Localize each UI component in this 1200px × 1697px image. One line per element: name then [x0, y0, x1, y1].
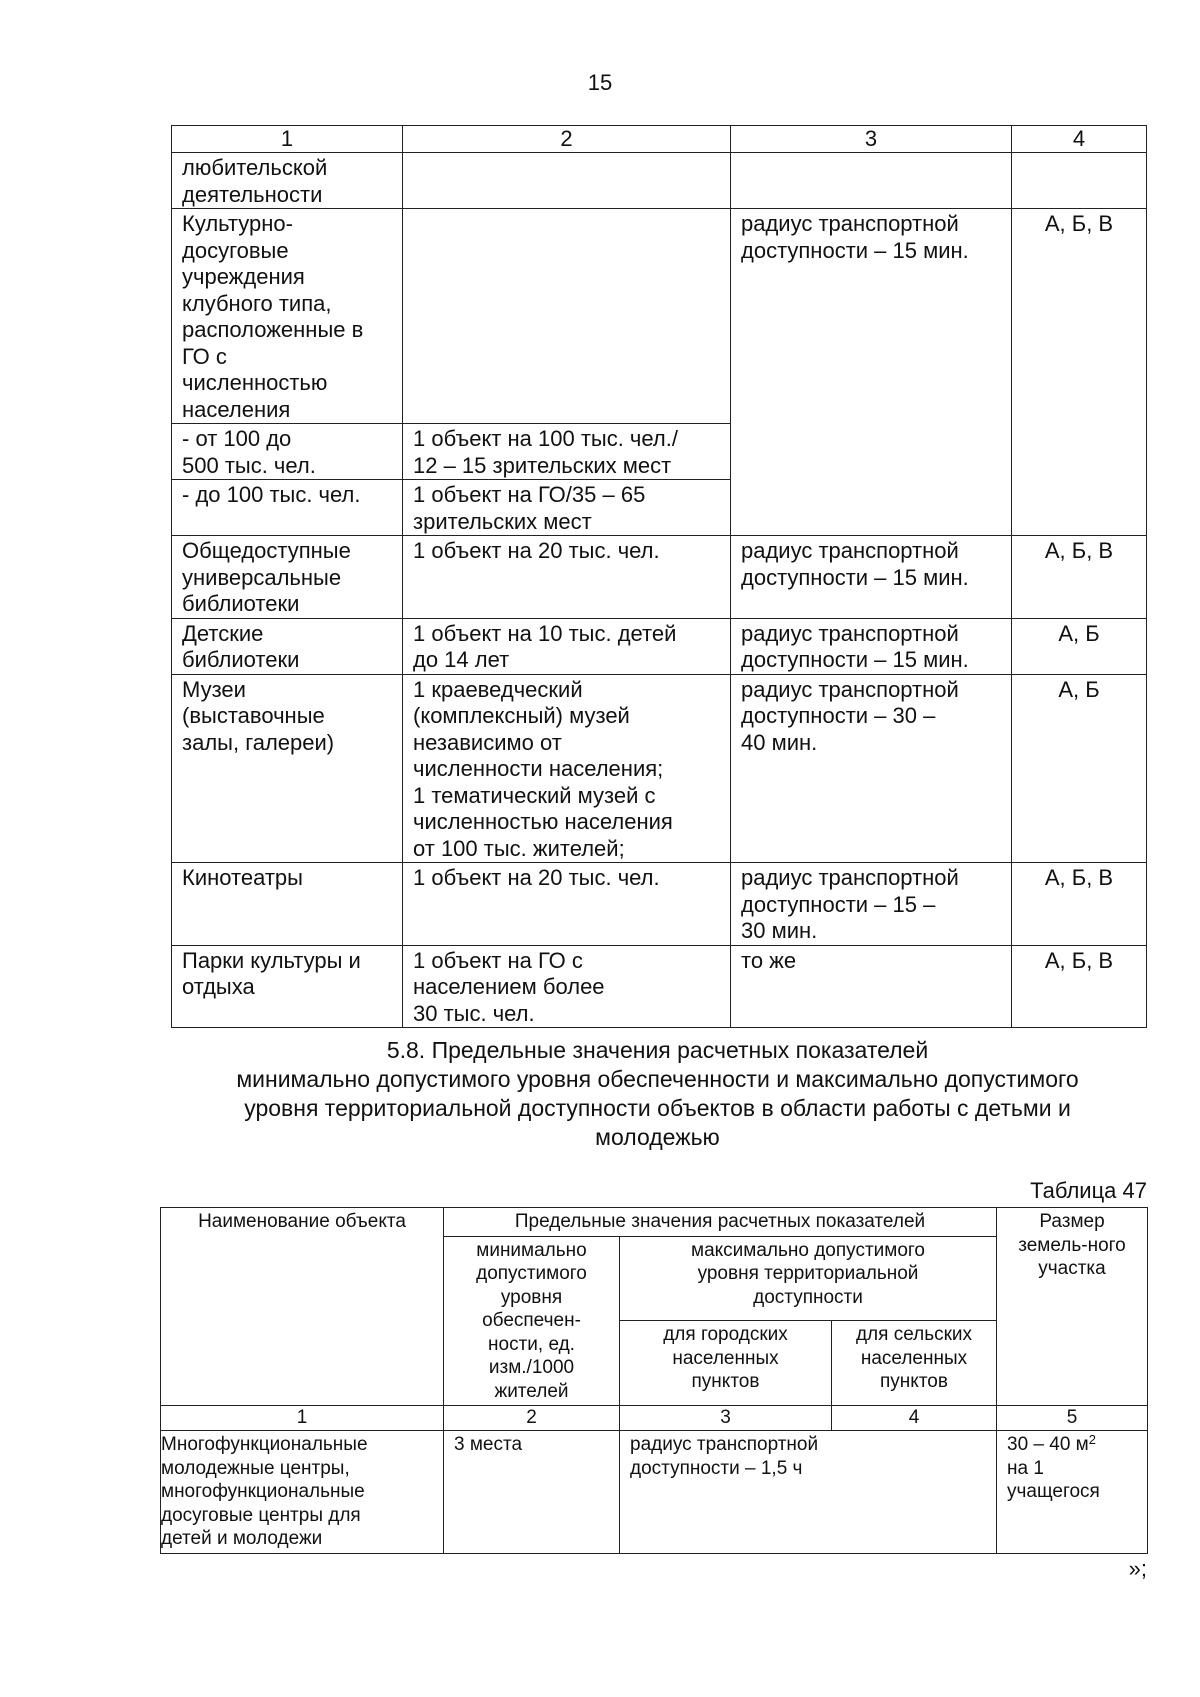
- zones-cell: А, Б: [1012, 674, 1147, 863]
- table-header-row: [172, 126, 1147, 153]
- object-name-cell: Общедоступные универсальные библиотеки: [172, 536, 403, 619]
- norm-cell: 1 объект на ГО с населением более 30 тыс. чел.: [403, 945, 731, 1028]
- zones-cell: А, Б, В: [1012, 863, 1147, 946]
- norm-cell: 1 краеведческий (комплексный) музей независимо от численности населения; 1 тематический музей с численностью населения от 100 тыс. жителей;: [403, 674, 731, 863]
- closing-quote-mark: »;: [1128, 1556, 1147, 1581]
- column-number: 2: [403, 126, 731, 153]
- rural-header: для сельских населенных пунктов: [832, 1321, 997, 1406]
- table-row: [161, 1431, 1148, 1554]
- table-row: [172, 674, 1147, 863]
- column-number: 3: [620, 1406, 832, 1431]
- land-area-superscript: 2: [1088, 1432, 1096, 1447]
- access-cell: радиус транспортной доступности – 15 – 30 мин.: [731, 863, 1012, 946]
- min-level-cell: 3 места: [444, 1431, 620, 1554]
- object-name-cell: Многофункциональные молодежные центры, многофункциональные досуговые центры для детей и молодежи: [161, 1431, 444, 1554]
- zones-cell: А, Б, В: [1012, 945, 1147, 1028]
- culture-facilities-table: [171, 125, 1147, 1028]
- norm-cell: 1 объект на 20 тыс. чел.: [403, 863, 731, 946]
- column-numbers-row: [161, 1406, 1148, 1431]
- min-level-header: минимально допустимого уровня обеспечен- ности, ед. изм./1000 жителей: [444, 1236, 620, 1406]
- access-cell: радиус транспортной доступности – 15 мин.: [731, 618, 1012, 674]
- table-row: [172, 536, 1147, 619]
- object-name-cell: Парки культуры и отдыха: [172, 945, 403, 1028]
- zones-cell: А, Б, В: [1012, 536, 1147, 619]
- zones-cell: [1012, 153, 1147, 209]
- access-cell: то же: [731, 945, 1012, 1028]
- access-cell: [731, 153, 1012, 209]
- land-area-cell: [997, 1431, 1148, 1554]
- section-heading: 5.8. Предельные значения расчетных показателей минимально допустимого уровня обеспеченности и максимально допустимого уровня территориальной доступности объектов в области работы с детьми и молодежью: [236, 1037, 1079, 1150]
- zones-cell: А, Б, В: [1012, 209, 1147, 536]
- zones-cell: А, Б: [1012, 618, 1147, 674]
- youth-facilities-table: [160, 1207, 1148, 1554]
- object-name-header: Наименование объекта: [161, 1208, 444, 1406]
- land-size-header: Размер земель-ного участка: [997, 1208, 1148, 1406]
- table-row: [172, 945, 1147, 1028]
- object-name-cell: Кинотеатры: [172, 863, 403, 946]
- table-row: [172, 863, 1147, 946]
- column-number: 1: [161, 1406, 444, 1431]
- limit-values-header: Предельные значения расчетных показателей: [444, 1208, 997, 1237]
- max-access-header: максимально допустимого уровня территориальной доступности: [620, 1236, 997, 1321]
- object-name-cell: Детские библиотеки: [172, 618, 403, 674]
- land-area-unit: на 1 учащегося: [1007, 1457, 1100, 1502]
- land-area-value: 30 – 40 м: [1007, 1434, 1089, 1455]
- norm-cell: 1 объект на 20 тыс. чел.: [403, 536, 731, 619]
- norm-cell: [403, 153, 731, 209]
- table-row: [172, 153, 1147, 209]
- table-row: [172, 209, 1147, 424]
- norm-cell: 1 объект на ГО/35 – 65 зрительских мест: [403, 480, 731, 536]
- access-cell: радиус транспортной доступности – 1,5 ч: [620, 1431, 997, 1554]
- column-number: 2: [444, 1406, 620, 1431]
- column-number: 4: [1012, 126, 1147, 153]
- table-row: [172, 618, 1147, 674]
- access-cell: радиус транспортной доступности – 15 мин.: [731, 536, 1012, 619]
- column-number: 3: [731, 126, 1012, 153]
- column-number: 4: [832, 1406, 997, 1431]
- access-cell: радиус транспортной доступности – 15 мин.: [731, 209, 1012, 536]
- object-name-cell: любительской деятельности: [172, 153, 403, 209]
- norm-cell: 1 объект на 10 тыс. детей до 14 лет: [403, 618, 731, 674]
- column-number: 5: [997, 1406, 1148, 1431]
- norm-cell: 1 объект на 100 тыс. чел./ 12 – 15 зрительских мест: [403, 424, 731, 480]
- column-number: 1: [172, 126, 403, 153]
- table-caption: Таблица 47: [1030, 1178, 1147, 1203]
- object-name-cell: Музеи (выставочные залы, галереи): [172, 674, 403, 863]
- norm-cell: [403, 209, 731, 424]
- access-cell: радиус транспортной доступности – 30 – 40 мин.: [731, 674, 1012, 863]
- object-name-cell: - до 100 тыс. чел.: [172, 480, 403, 536]
- page-number: 15: [587, 70, 613, 95]
- object-name-cell: Культурно- досуговые учреждения клубного типа, расположенные в ГО с численностью населения: [172, 209, 403, 424]
- urban-header: для городских населенных пунктов: [620, 1321, 832, 1406]
- object-name-cell: - от 100 до 500 тыс. чел.: [172, 424, 403, 480]
- table-header-row: [161, 1208, 1148, 1237]
